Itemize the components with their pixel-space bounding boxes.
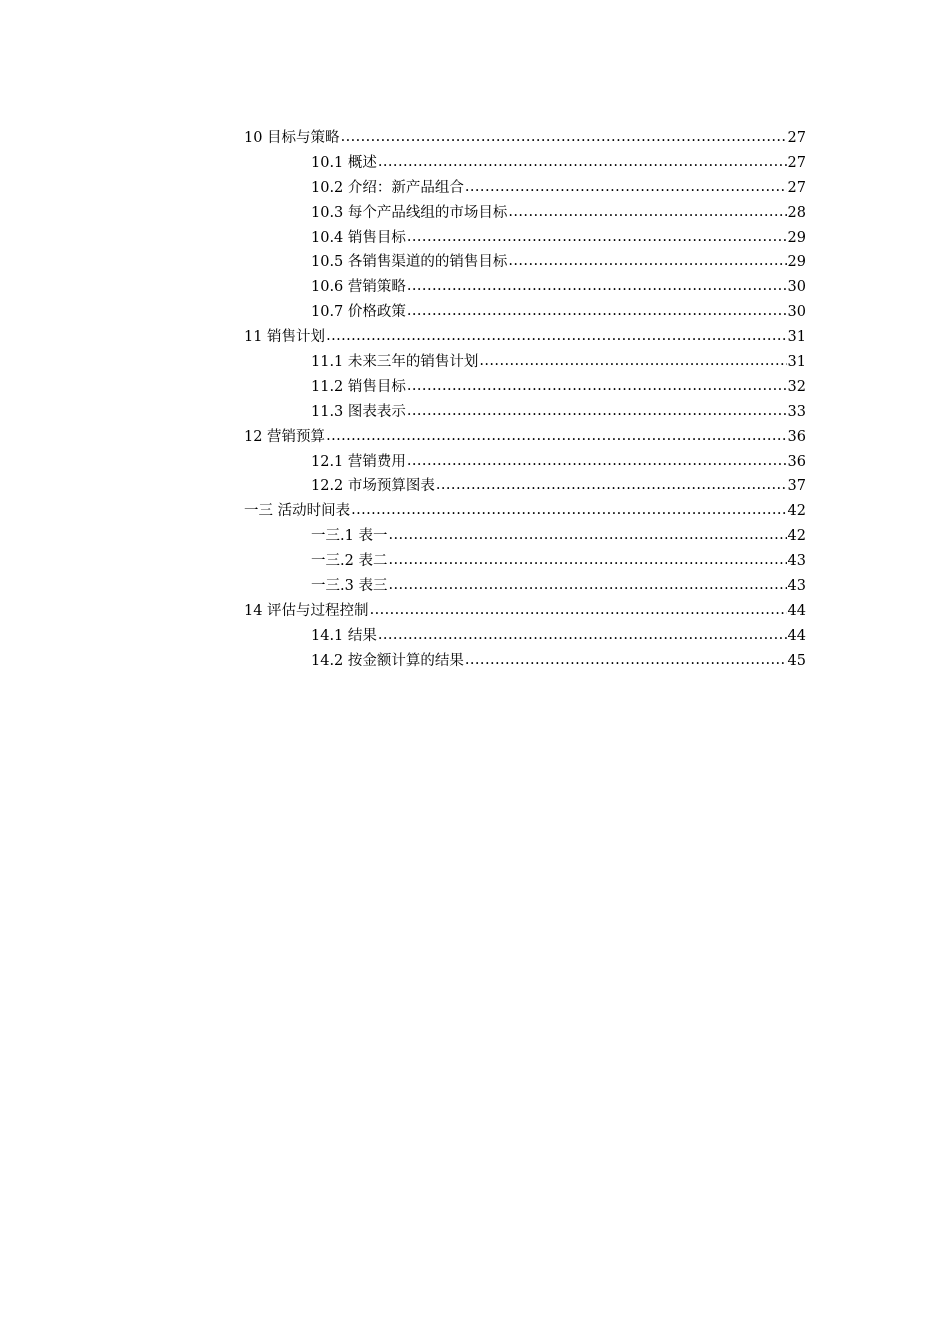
toc-entry[interactable] [244, 250, 806, 275]
toc-entry-title: 14 评估与过程控制 [244, 602, 369, 619]
toc-dot-leader [436, 473, 787, 498]
toc-entry-page-number: 31 [787, 354, 806, 371]
toc-entry-title: 10.5 各销售渠道的的销售目标 [311, 254, 508, 271]
toc-dot-leader [378, 150, 787, 175]
toc-entry[interactable] [244, 325, 806, 350]
toc-entry-page-number: 30 [787, 304, 806, 321]
toc-dot-leader [326, 324, 786, 349]
toc-dot-leader [508, 200, 786, 225]
toc-entry[interactable] [244, 350, 806, 375]
toc-entry-page-number: 36 [787, 428, 806, 445]
toc-entry[interactable] [244, 300, 806, 325]
toc-entry[interactable] [244, 425, 806, 450]
toc-entry[interactable] [244, 624, 806, 649]
toc-entry-title: 10.3 每个产品线组的市场目标 [311, 204, 508, 221]
toc-entry[interactable] [244, 126, 806, 151]
toc-dot-leader [465, 648, 787, 673]
toc-entry-title: 12.2 市场预算图表 [311, 478, 435, 495]
toc-entry[interactable] [244, 450, 806, 475]
toc-entry-page-number: 27 [787, 130, 806, 146]
toc-entry-title: 10.7 价格政策 [311, 304, 406, 321]
toc-entry-page-number: 43 [787, 553, 806, 570]
toc-dot-leader [388, 573, 786, 598]
toc-dot-leader [407, 274, 787, 299]
toc-dot-leader [370, 598, 787, 623]
toc-dot-leader [407, 225, 787, 250]
toc-entry-title: 11.2 销售目标 [311, 378, 406, 395]
toc-entry-page-number: 27 [787, 179, 806, 196]
toc-entry-title: 12.1 营销费用 [311, 453, 406, 470]
toc-entry[interactable] [244, 474, 806, 499]
toc-entry[interactable] [244, 176, 806, 201]
toc-entry[interactable] [244, 499, 806, 524]
toc-entry[interactable] [244, 524, 806, 549]
toc-dot-leader [351, 498, 786, 523]
toc-entry[interactable] [244, 375, 806, 400]
toc-entry[interactable] [244, 400, 806, 425]
toc-entry[interactable] [244, 226, 806, 251]
toc-dot-leader [326, 424, 786, 449]
toc-entry-page-number: 43 [787, 578, 806, 595]
toc-entry-page-number: 27 [787, 154, 806, 171]
toc-entry-page-number: 36 [787, 453, 806, 470]
toc-dot-leader [341, 125, 787, 150]
toc-entry-page-number: 42 [787, 528, 806, 545]
toc-entry-title: 11.3 图表表示 [311, 403, 406, 420]
toc-entry[interactable] [244, 549, 806, 574]
toc-entry-title: 10 目标与策略 [244, 130, 340, 146]
toc-entry-page-number: 29 [787, 254, 806, 271]
toc-dot-leader [479, 349, 786, 374]
toc-entry-page-number: 45 [787, 652, 806, 669]
toc-dot-leader [407, 399, 787, 424]
toc-dot-leader [378, 623, 787, 648]
toc-dot-leader [407, 299, 787, 324]
toc-entry-title: 一三.1 表一 [311, 528, 388, 545]
toc-entry-title: 一三 活动时间表 [244, 503, 351, 520]
toc-entry-page-number: 32 [787, 378, 806, 395]
toc-entry-title: 14.1 结果 [311, 627, 377, 644]
toc-entry-title: 10.6 营销策略 [311, 279, 406, 296]
toc-dot-leader [465, 175, 787, 200]
table-of-contents [244, 126, 806, 674]
toc-dot-leader [388, 523, 786, 548]
toc-entry-title: 14.2 按金额计算的结果 [311, 652, 464, 669]
toc-entry-page-number: 29 [787, 229, 806, 246]
toc-entry-page-number: 33 [787, 403, 806, 420]
toc-entry-page-number: 28 [787, 204, 806, 221]
toc-entry[interactable] [244, 201, 806, 226]
toc-entry-page-number: 42 [787, 503, 806, 520]
toc-entry-title: 12 营销预算 [244, 428, 326, 445]
toc-entry[interactable] [244, 574, 806, 599]
toc-entry-title: 一三.2 表二 [311, 553, 388, 570]
toc-entry-page-number: 44 [787, 627, 806, 644]
toc-dot-leader [388, 548, 786, 573]
toc-entry-title: 10.1 概述 [311, 154, 377, 171]
toc-dot-leader [508, 249, 786, 274]
toc-entry[interactable] [244, 649, 806, 674]
toc-entry-page-number: 44 [787, 602, 806, 619]
toc-entry-page-number: 30 [787, 279, 806, 296]
toc-entry-title: 11 销售计划 [244, 329, 326, 346]
toc-entry-page-number: 37 [787, 478, 806, 495]
toc-dot-leader [407, 374, 787, 399]
toc-entry[interactable] [244, 275, 806, 300]
toc-entry-title: 11.1 未来三年的销售计划 [311, 354, 479, 371]
toc-entry[interactable] [244, 599, 806, 624]
toc-entry-title: 10.2 介绍：新产品组合 [311, 179, 464, 196]
toc-entry-title: 一三.3 表三 [311, 578, 388, 595]
toc-entry[interactable] [244, 151, 806, 176]
toc-entry-page-number: 31 [787, 329, 806, 346]
toc-entry-title: 10.4 销售目标 [311, 229, 406, 246]
toc-dot-leader [407, 449, 787, 474]
